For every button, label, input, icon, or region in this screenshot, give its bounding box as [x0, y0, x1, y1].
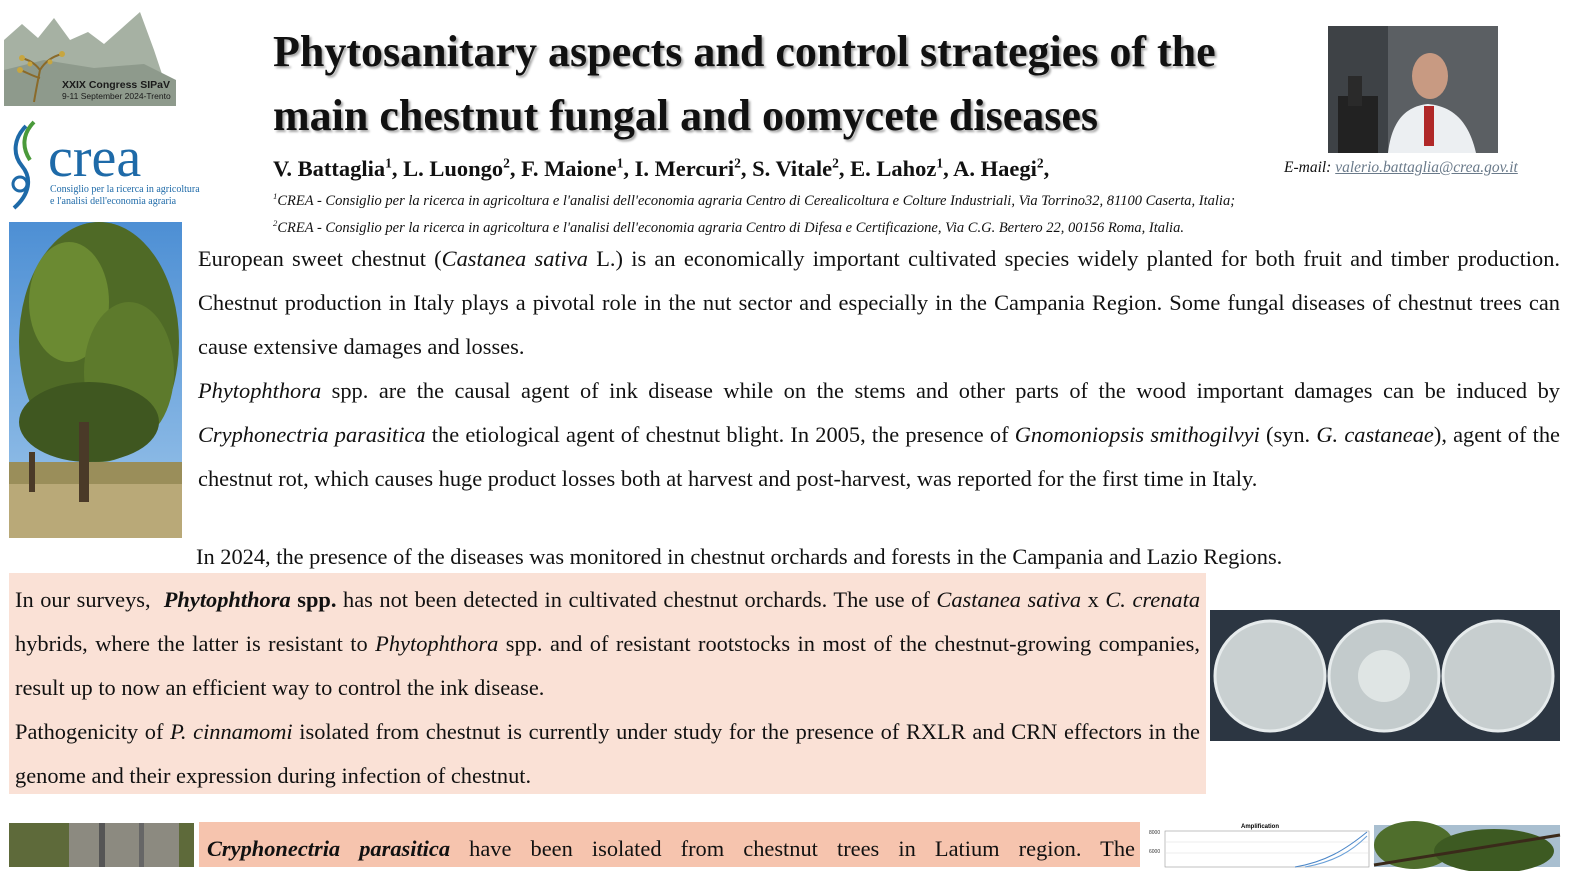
author: F. Maione$^1$, [521, 155, 635, 181]
title-line-1: Phytosanitary aspects and control strategies of the [273, 27, 1216, 76]
author: V. Battaglia$^1$, [273, 155, 404, 181]
chestnut-leaves-photo [1374, 825, 1560, 867]
congress-name: XXIX Congress SIPaV [62, 79, 170, 91]
crea-subtitle-2: e l'analisi dell'economia agraria [50, 196, 177, 207]
chart-tick-label: 6000 [1149, 849, 1161, 855]
title-line-2: main chestnut fungal and oomycete diseases [273, 91, 1099, 140]
congress-date: 9-11 September 2024-Trento [62, 91, 171, 101]
affiliation-1: $^1$CREA - Consiglio per la ricerca in agricoltura e l'analisi dell'economia agraria Centro di Cerealicoltura e Colture Industriali, Via Torrino32, 81100 Caserta, Italia; [273, 191, 1236, 209]
cryphonectria-results-box [199, 822, 1140, 867]
author-portrait-photo [1328, 26, 1498, 153]
email-label: E-mail: [1284, 159, 1336, 176]
chart-tick-label: 8000 [1149, 830, 1161, 836]
contact-email [1284, 159, 1518, 177]
phytophthora-results-box [9, 573, 1206, 794]
phytophthora-paragraph-1: In our surveys, Phytophthora spp. has not been detected in cultivated chestnut orchards. The use of Castanea sativa x C. crenata hybrids, where the latter is resistant to Phytophthora spp. and of resistant rootstocks in most of the chestnut-growing companies, result up to now an efficient way to control the ink disease. [15, 587, 1201, 700]
email-link[interactable]: valerio.battaglia@crea.gov.it [1335, 159, 1518, 176]
author: L. Luongo$^2$, [403, 155, 522, 181]
intro-paragraph-1: European sweet chestnut (Castanea sativa L.) is an economically important cultivated species widely planted for both fruit and timber production. Chestnut production in Italy plays a pivotal role in the nut sector and especially in the Campania Region. Some fungal diseases of chestnut trees can cause extensive damages and losses. [198, 246, 1561, 359]
author: A. Haegi$^2$, [953, 155, 1050, 181]
chestnut-tree-photo [9, 222, 182, 538]
amplification-chart-thumbnail [1145, 822, 1371, 867]
author: S. Vitale$^2$, [752, 155, 851, 181]
crea-emblem-icon [13, 122, 34, 208]
crea-subtitle-1: Consiglio per la ricerca in agricoltura [50, 184, 200, 195]
author-list [273, 156, 1049, 182]
author: E. Lahoz$^1$, [850, 155, 954, 181]
phytophthora-paragraph-2: Pathogenicity of P. cinnamomi isolated from chestnut is currently under study for the presence of RXLR and CRN effectors in the genome and their expression during infection of chestnut. [15, 719, 1200, 788]
cryphonectria-paragraph: Cryphonectria parasitica have been isolated from chestnut trees in Latium region. The [207, 836, 1135, 861]
chart-title: Amplification [1241, 824, 1280, 830]
intro-paragraph-2: Phytophthora spp. are the causal agent of ink disease while on the stems and other parts of the wood important damages can be induced by Cryphonectria parasitica the etiological agent of chestnut blight. In 2005, the presence of Gnomoniopsis smithogilvyi (syn. G. castaneae), agent of the chestnut rot, which causes huge product losses both at harvest and post-harvest, was reported for the first time in Italy. [198, 378, 1560, 491]
author: I. Mercuri$^2$, [634, 155, 753, 181]
intro-paragraph-3: In 2024, the presence of the diseases was monitored in chestnut orchards and forests in the Campania and Lazio Regions. [196, 544, 1283, 569]
affiliation-2: $^2$CREA - Consiglio per la ricerca in agricoltura e l'analisi dell'economia agraria Centro di Difesa e Certificazione, Via C.G. Bertero 22, 00156 Roma, Italia. [273, 218, 1184, 236]
petri-dishes-photo [1210, 610, 1560, 741]
congress-sipav-logo [4, 10, 176, 106]
crea-logo [4, 118, 200, 214]
poster-title [273, 20, 1283, 148]
chestnut-bark-photo [9, 823, 194, 867]
crea-wordmark: crea [48, 127, 142, 189]
